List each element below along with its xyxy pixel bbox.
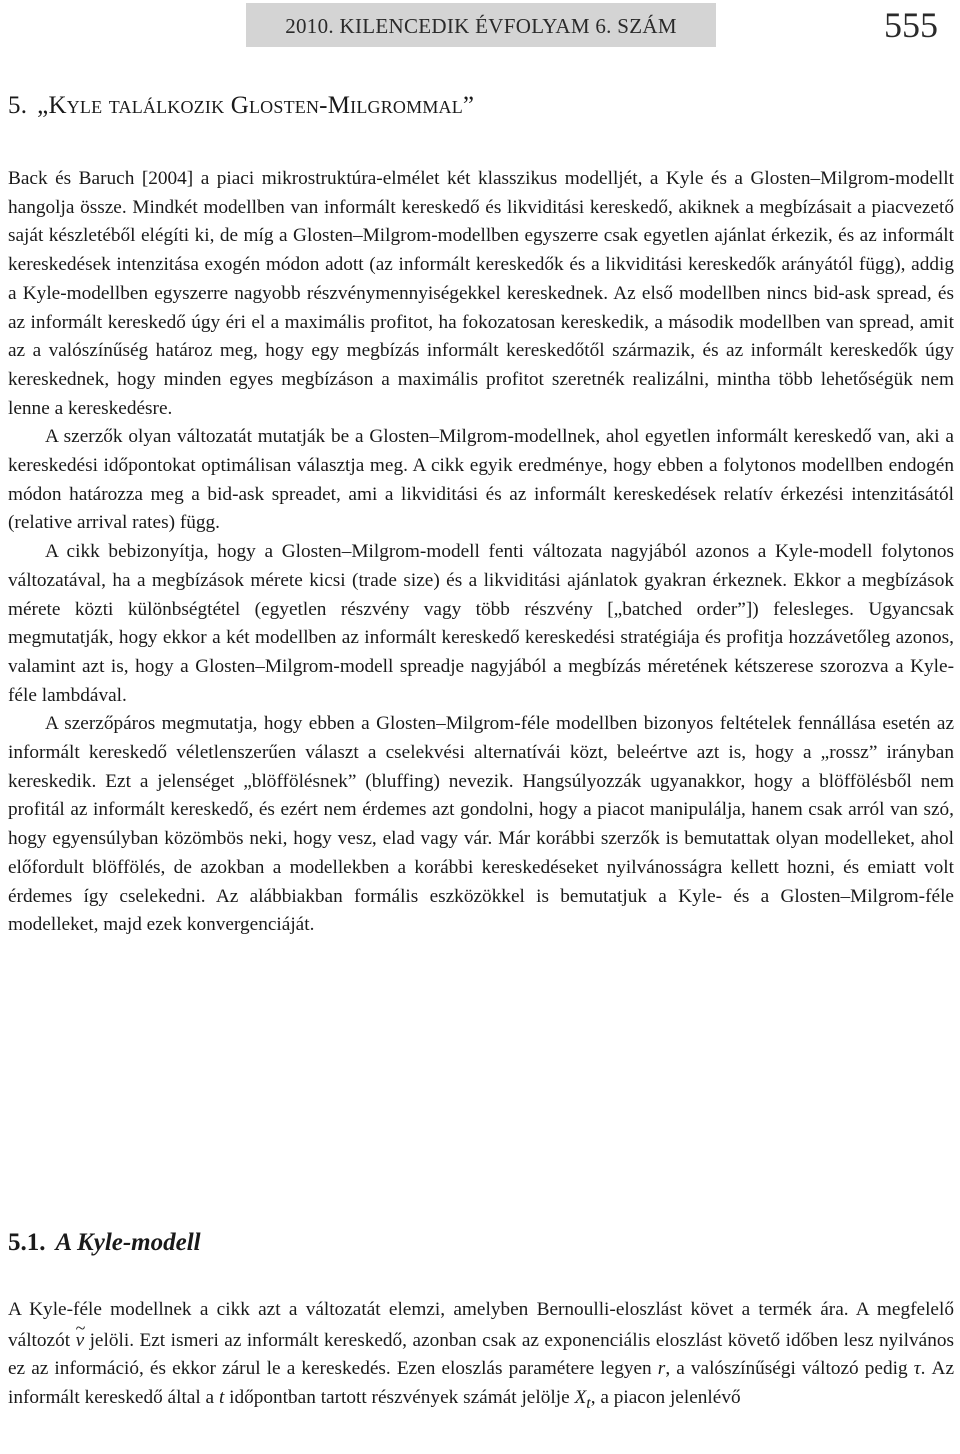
journal-header xyxy=(246,3,716,47)
paragraph: Back és Baruch [2004] a piaci mikrostruktúra-elmélet két klasszikus modelljét, a Kyle és a Glosten–Milgrom-modellt hangolja össze. Mindkét modellben van informált kereskedő és likviditási kereskedő, akiknek a megbízásait a piacvezető saját készletéből elégíti ki, de míg a Glosten–Milgrom-modellben egyszerre csak egyetlen ajánlat érkezik, és az informált kereskedések intenzitása exogén módon adott (az informált kereskedők és a likviditási kereskedők arányától függ), addig a Kyle-modellben egyszerre nagyobb részvénymennyiségekkel kereskednek. Az első modellben nincs bid-ask spread, és az informált kereskedő úgy éri el a maximális profitot, ha fokozatosan kereskedik, a második modellben van spread, amit az a valószínűség határoz meg, hogy egy megbízás informált kereskedőtől származik, és az informált kereskedők úgy kereskednek, hogy minden egyes megbízáson a maximális profitot szeretnék realizálni, mintha több lehetőségük nem lenne a kereskedésre. xyxy=(8,168,954,419)
paragraph xyxy=(8,1296,954,1419)
text-run: A Kyle-féle modellnek a cikk azt a változatát elemzi, amelyben Bernoulli-eloszlást követ a termék ára. A megfelelő változót xyxy=(8,1299,954,1351)
variable-X: X xyxy=(574,1387,587,1409)
section-title: „Kyle találkozik Glosten-Milgrommal” xyxy=(37,92,475,119)
text-run: , a valószínűségi változó pedig xyxy=(665,1358,914,1380)
subsection-number: 5.1. xyxy=(8,1229,46,1256)
section-heading xyxy=(8,92,474,120)
paragraph: A szerzők olyan változatát mutatják be a Glosten–Milgrom-modellnek, ahol egyetlen informált kereskedő van, aki a kereskedési időpontokat optimálisan választja meg. A cikk egyik eredménye, hogy ebben a folytonos modellben endogén módon határozza meg a bid-ask spreadet, ami a likviditási és az informált kereskedések relatív érkezési intenzitásától (relative arrival rates) függ. xyxy=(8,426,954,534)
page-number: 555 xyxy=(884,5,938,45)
section-body xyxy=(8,165,954,940)
subsection-title: A Kyle-modell xyxy=(55,1229,201,1256)
text-run: jelöli. Ezt ismeri az informált kereskedő, azonban csak az exponenciális eloszlást követő időben lesz nyilvános ez az információ, és ekkor zárul le a kereskedés. Ezen eloszlás paramétere legyen xyxy=(8,1329,954,1380)
variable-tau: τ xyxy=(913,1358,921,1380)
text-run: , a piacon jelenlévő xyxy=(590,1387,741,1409)
variable-t: t xyxy=(218,1387,225,1409)
paragraph: A szerzőpáros megmutatja, hogy ebben a Glosten–Milgrom-féle modellben bizonyos feltételek fennállása esetén az informált kereskedő véletlenszerűen választ a cselekvési alternatívái közt, beleértve azt is, hogy a „rossz” irányban kereskedik. Ezt a jelenséget „blöffölésnek” (bluffing) nevezik. Hangsúlyozzák ugyanakkor, hogy a blöffölésből nem profitál az informált kereskedő, és ezért nem érdemes azt gondolni, hogy a piacot manipulálja, hanem csak arról van szó, hogy egyensúlyban közömbös neki, hogy vesz, elad vagy vár. Már korábbi szerzők is bemutattak olyan modelleket, ahol előfordult blöffölés, de azokban a modellekben a korábbi kereskedéseket nyilvánosságra kellett hozni, és emiatt volt érdemes így cselekedni. Az alábbiakban formális eszközökkel is bemutatjuk a Kyle- és a Glosten–Milgrom-féle modelleket, majd ezek konvergenciáját. xyxy=(8,713,954,936)
paragraph: A cikk bebizonyítja, hogy a Glosten–Milgrom-modell fenti változata nagyjából azonos a Kyle-modell folytonos változatával, ha a megbízások mérete kicsi (trade size) és a likviditási ajánlatok gyakran érkeznek. Ekkor a megbízások mérete közti különbségtétel (egyetlen részvény vagy több részvény [„batched order”]) felesleges. Ugyancsak megmutatják, hogy ekkor a két modellben az informált kereskedő kereskedési stratégiája és profitja hozzávetőleg azonos, valamint azt is, hogy a Glosten–Milgrom-modell spreadje nagyjából a megbízás méretének kétszerese szorozva a Kyle-féle lambdával. xyxy=(8,541,954,706)
text-run: . Az informált kereskedő által a xyxy=(8,1358,955,1409)
variable-X-subscript: t xyxy=(586,1394,591,1412)
text-run: időpontban tartott részvények számát jelölje xyxy=(224,1387,575,1409)
section-number: 5. xyxy=(8,92,28,119)
journal-issue-label: 2010. KILENCEDIK ÉVFOLYAM 6. SZÁM xyxy=(285,14,677,38)
kyle-model-body xyxy=(8,1296,954,1419)
variable-v-tilde: ~ ν xyxy=(76,1325,85,1356)
variable-r: r xyxy=(657,1358,666,1380)
subsection-heading xyxy=(8,1229,201,1257)
